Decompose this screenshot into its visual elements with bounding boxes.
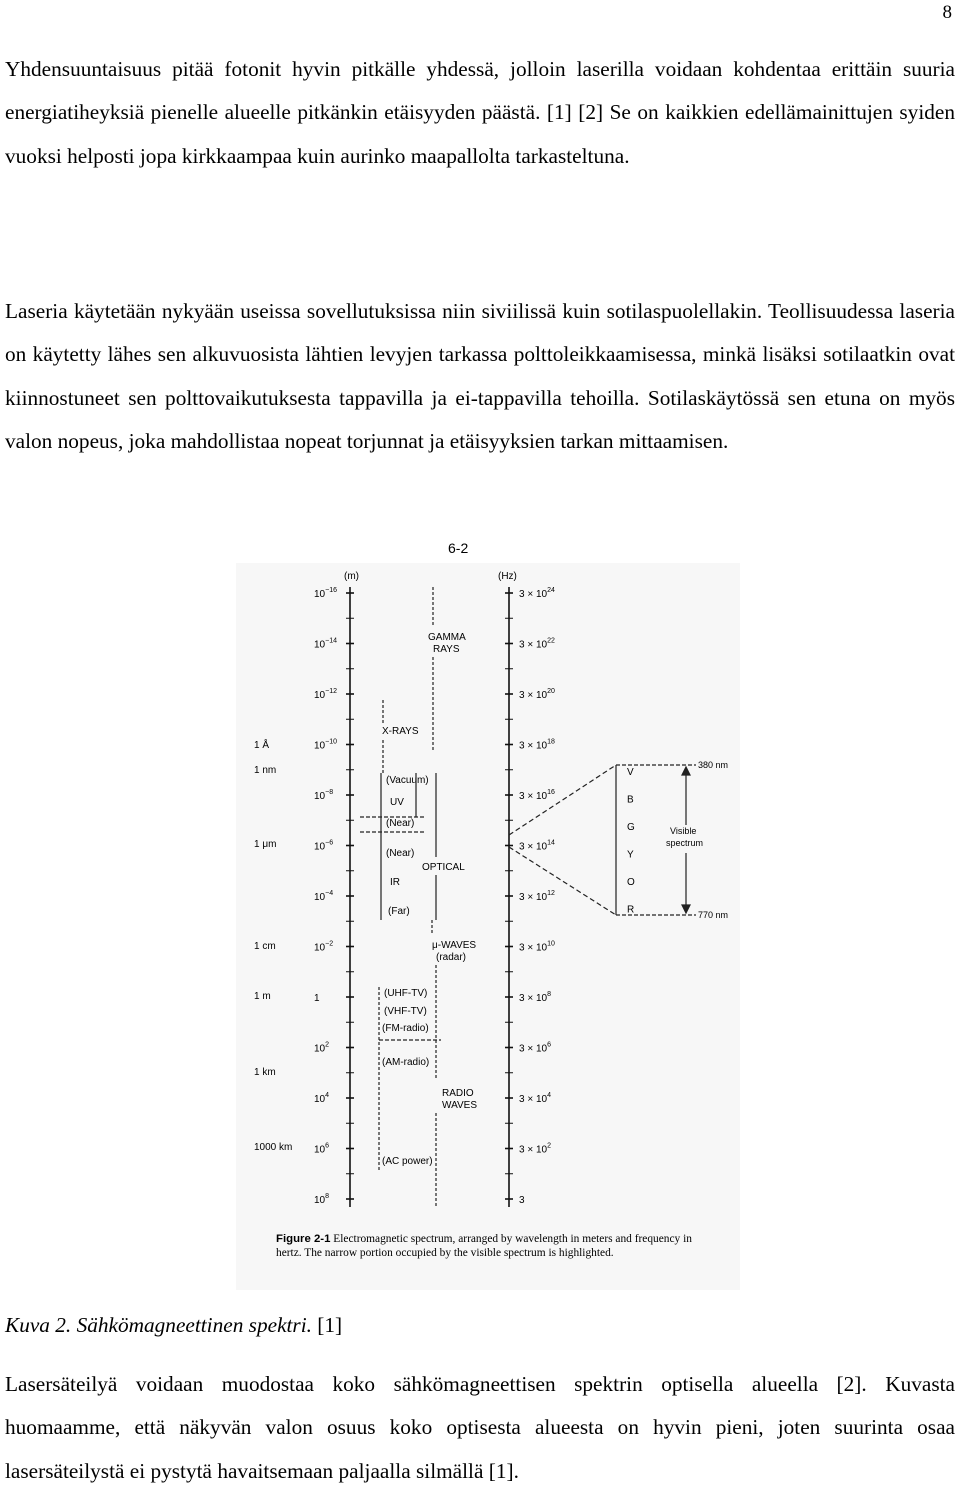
- wavelength-tick-label-base: 1: [314, 993, 320, 1004]
- figure-caption: [5, 1310, 342, 1340]
- wavelength-tick-label-exponent: −2: [325, 940, 334, 948]
- frequency-tick-label-exponent: 2: [547, 1142, 551, 1150]
- visible-color-g: G: [627, 822, 635, 833]
- paragraph-3: Lasersäteilyä voidaan muodostaa koko sähkömagneettisen spektrin optisella alueella [2]. Kuvasta huomaamme, että näkyvän valon osuus koko optisesta alueesta on hyvin pieni, joten suurinta osaa lasersäteilystä ei pystytä havaitsemaan paljaalla silmällä [1].: [5, 1372, 955, 1483]
- frequency-tick-label-base: 3 × 10: [519, 791, 548, 802]
- frequency-tick-label-base: 3 × 10: [519, 740, 548, 752]
- paragraph-1: Yhdensuuntaisuus pitää fotonit hyvin pitkälle yhdessä, jolloin laserilla voidaan kohdentaa erittäin suuria energiatiheyksiä pienelle alueelle pitkänkin etäisyyden päästä. [1] [2] Se on kaikkien edellämainittujen syiden vuoksi helposti jopa kirkkaampaa kuin aurinko maapallolta tarkasteltuna.: [5, 57, 955, 168]
- uv-label: UV: [390, 797, 404, 808]
- xrays-label: X-RAYS: [382, 726, 419, 737]
- frequency-tick-label: [519, 1042, 551, 1055]
- em-spectrum-figure: [236, 535, 740, 1290]
- frequency-tick-label-exponent: 4: [547, 1092, 551, 1099]
- wavelength-tick-label-exponent: 6: [325, 1142, 330, 1150]
- vacuum-label: (Vacuum): [386, 775, 429, 786]
- figure-page-label: 6-2: [448, 540, 469, 556]
- visible-top-nm: 380 nm: [698, 760, 729, 770]
- optical-label: OPTICAL: [422, 862, 465, 873]
- frequency-tick-label: [519, 1195, 525, 1206]
- wavelength-tick-label-base: 10: [314, 1094, 326, 1105]
- near-uv-label: (Near): [386, 818, 415, 829]
- ac-power-label: (AC power): [382, 1156, 433, 1167]
- visible-bottom-nm: 770 nm: [698, 910, 729, 920]
- frequency-tick-label-exponent: 6: [547, 1041, 551, 1049]
- frequency-tick-label-base: 3 × 10: [519, 942, 548, 954]
- caption-label: Kuva 2. Sähkömagneettinen spektri.: [5, 1313, 312, 1337]
- wavelength-tick-label-exponent: −10: [325, 738, 337, 746]
- frequency-tick-label-exponent: 24: [547, 587, 555, 594]
- frequency-tick-label: [519, 991, 551, 1004]
- visible-color-b: B: [627, 794, 634, 806]
- visible-color-r: R: [627, 904, 635, 916]
- gamma-label-2: RAYS: [433, 644, 460, 655]
- wavelength-tick-label-exponent: −8: [325, 789, 334, 796]
- microwaves-label-1: μ-WAVES: [432, 940, 477, 951]
- frequency-tick-label-base: 3 × 10: [519, 841, 548, 853]
- wavelength-tick-label-exponent: −6: [325, 839, 334, 847]
- wavelength-tick-label-base: 10: [314, 690, 326, 701]
- wavelength-tick-label-base: 10: [314, 791, 326, 802]
- unit-nm: 1 nm: [254, 765, 277, 776]
- visible-color-v: V: [627, 767, 634, 778]
- wavelength-tick-label-base: 10: [314, 841, 326, 853]
- near-ir-label: (Near): [386, 848, 415, 859]
- frequency-tick-label-base: 3: [519, 1195, 525, 1206]
- wavelength-tick-label-base: 10: [314, 639, 326, 651]
- frequency-tick-label-base: 3 × 10: [519, 589, 548, 600]
- wavelength-tick-label-base: 10: [314, 589, 326, 600]
- frequency-tick-label-exponent: 12: [547, 890, 555, 897]
- unit-cm: 1 cm: [254, 941, 276, 952]
- radio-label-2: WAVES: [442, 1100, 478, 1111]
- wavelength-tick-label-base: 10: [314, 942, 326, 954]
- frequency-tick-label-exponent: 20: [547, 688, 555, 695]
- frequency-tick-label: [519, 1143, 551, 1156]
- wavelength-tick-label-base: 10: [314, 1195, 326, 1206]
- caption-ref: [1]: [311, 1313, 343, 1337]
- frequency-tick-label-base: 3 × 10: [519, 892, 548, 903]
- am-label: (AM-radio): [382, 1057, 430, 1068]
- frequency-tick-label-exponent: 16: [547, 789, 555, 796]
- vhf-label: (VHF-TV): [384, 1006, 427, 1017]
- wavelength-tick-label-exponent: −16: [325, 587, 337, 594]
- wavelength-tick-label-base: 10: [314, 740, 326, 752]
- ir-label: IR: [390, 877, 400, 888]
- frequency-tick-label-base: 3 × 10: [519, 690, 548, 701]
- unit-angstrom: 1 Å: [254, 740, 270, 751]
- visible-label-2: spectrum: [666, 838, 704, 848]
- wavelength-tick-label: [314, 993, 320, 1004]
- page-number: 8: [942, 2, 952, 23]
- wavelength-tick-label-exponent: −12: [325, 688, 337, 695]
- frequency-tick-label-exponent: 10: [547, 940, 555, 948]
- wavelength-tick-label-exponent: 4: [325, 1092, 330, 1099]
- wavelength-tick-label-exponent: −4: [325, 890, 334, 897]
- wavelength-tick-label-exponent: −14: [325, 637, 337, 645]
- frequency-tick-label-base: 3 × 10: [519, 639, 548, 651]
- visible-label-1: Visible: [670, 826, 697, 836]
- far-ir-label: (Far): [388, 906, 410, 917]
- frequency-tick-label-base: 3 × 10: [519, 1043, 548, 1055]
- wavelength-unit: (m): [344, 571, 359, 582]
- unit-m: 1 m: [254, 991, 271, 1002]
- unit-km: 1 km: [254, 1067, 276, 1078]
- frequency-tick-label-base: 3 × 10: [519, 1144, 548, 1156]
- wavelength-tick-label-exponent: 8: [325, 1193, 330, 1200]
- frequency-tick-label-exponent: 22: [547, 637, 555, 645]
- frequency-unit: (Hz): [498, 571, 517, 582]
- gamma-label-1: GAMMA: [428, 632, 466, 643]
- figure-inner-caption: [276, 1232, 716, 1260]
- figure-background: [236, 563, 740, 1290]
- paragraph-2: Laseria käytetään nykyään useissa sovellutuksissa niin siviilissä kuin sotilaspuolellakin. Teollisuudessa laseria on käytetty lähes sen alkuvuosista lähtien levyjen tarkassa polttoleikkaamisessa, minkä lisäksi sotilaatkin ovat kiinnostuneet sen polttovaikutuksesta tappavilla ja ei-tappavilla tehoilla. Sotilaskäytössä sen etuna on myös valon nopeus, joka mahdollistaa nopeat torjunnat ja etäisyyksien tarkan mittaamisen.: [5, 299, 955, 454]
- visible-color-y: Y: [627, 849, 634, 861]
- uhf-label: (UHF-TV): [384, 988, 428, 999]
- frequency-tick-label-exponent: 8: [547, 991, 551, 998]
- fm-label: (FM-radio): [382, 1023, 429, 1034]
- microwaves-label-2: (radar): [436, 952, 467, 963]
- frequency-tick-label: [519, 1092, 551, 1105]
- unit-1000km: 1000 km: [254, 1142, 293, 1153]
- radio-label-1: RADIO: [442, 1088, 474, 1099]
- wavelength-tick-label-base: 10: [314, 1043, 326, 1055]
- visible-color-o: O: [627, 877, 635, 888]
- unit-um: 1 μm: [254, 839, 277, 850]
- frequency-tick-label-base: 3 × 10: [519, 993, 548, 1004]
- figure-caption-text: Electromagnetic spectrum, arranged by wavelength in meters and frequency in hertz. The narrow portion occupied by the visible spectrum is highlighted.: [276, 1233, 692, 1259]
- wavelength-tick-label-base: 10: [314, 892, 326, 903]
- wavelength-tick-label-exponent: 2: [325, 1041, 330, 1049]
- frequency-tick-label-exponent: 14: [547, 839, 555, 847]
- wavelength-tick-label-base: 10: [314, 1144, 326, 1156]
- frequency-tick-label-base: 3 × 10: [519, 1094, 548, 1105]
- frequency-tick-label-exponent: 18: [547, 738, 555, 746]
- figure-caption-label: Figure 2-1: [276, 1233, 331, 1245]
- em-spectrum-diagram: [236, 535, 740, 1290]
